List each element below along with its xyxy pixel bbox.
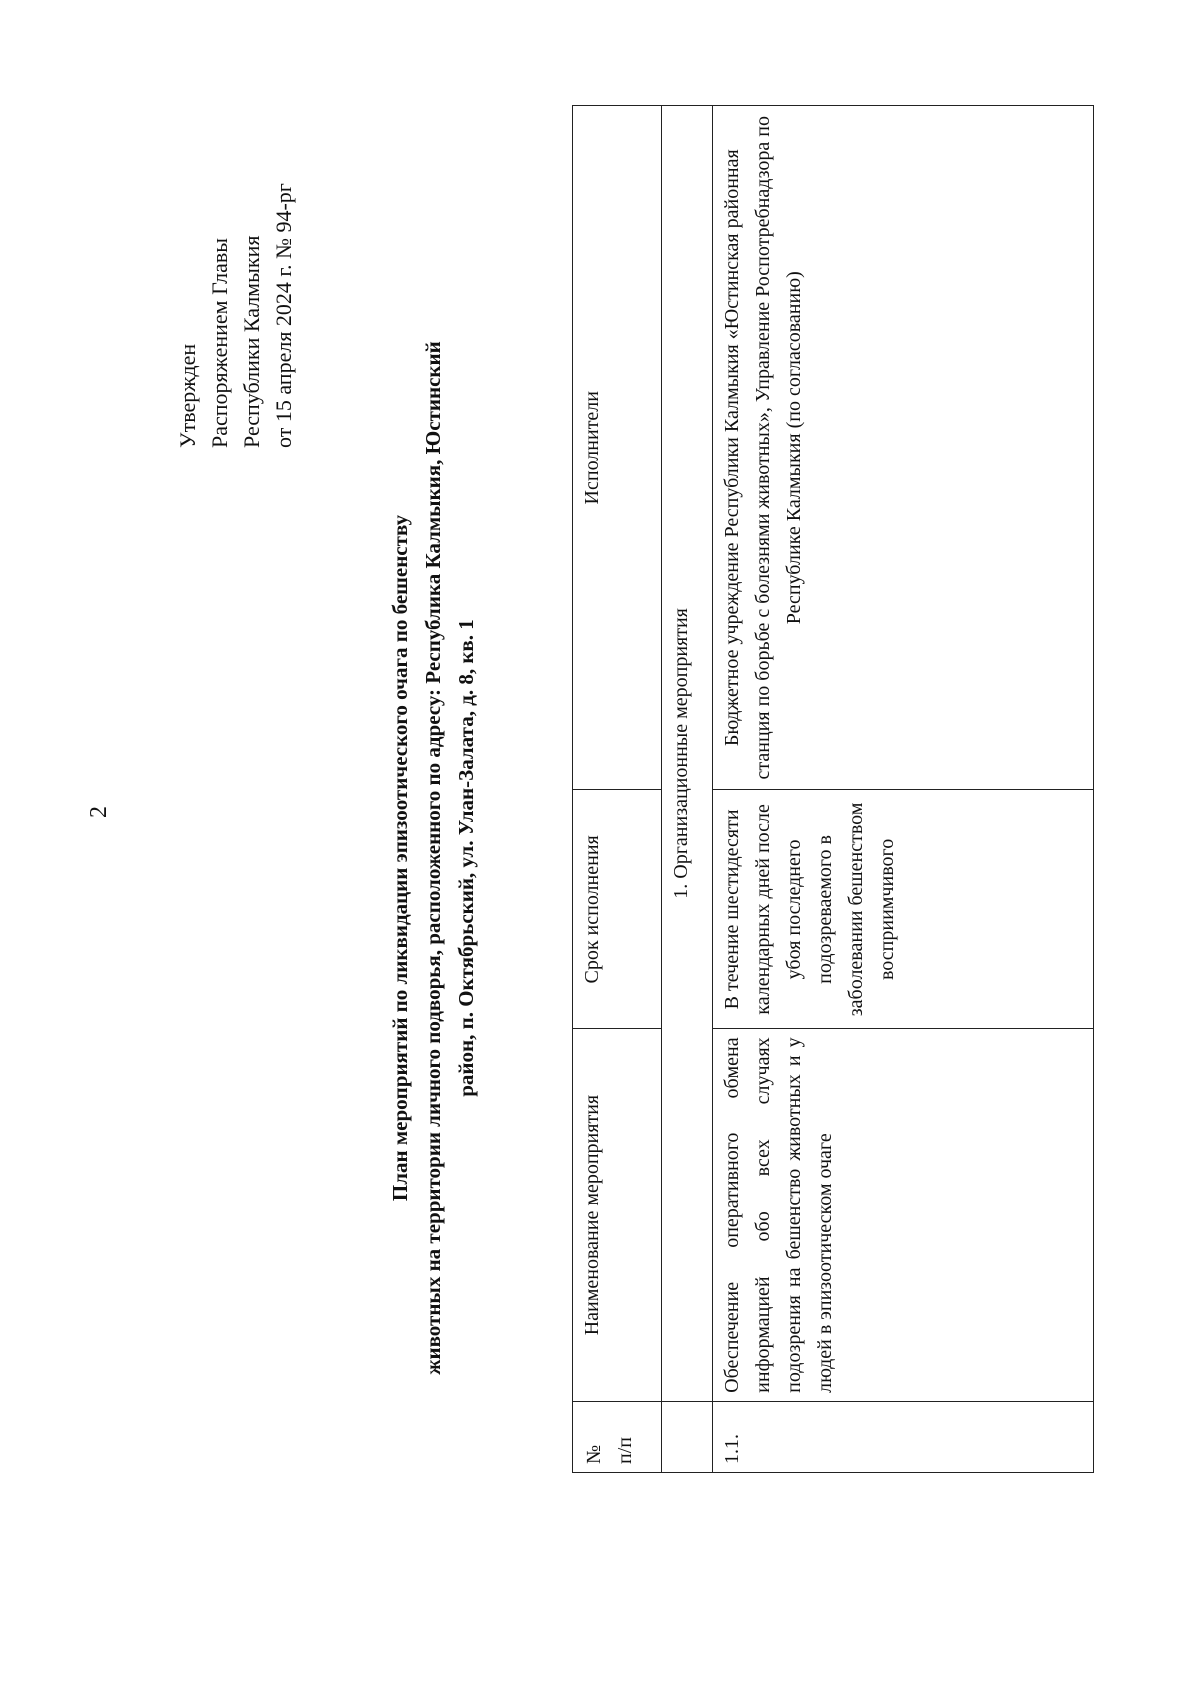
approval-line: от 15 апреля 2024 г. № 94-рг — [271, 183, 296, 448]
section-title: 1. Организационные мероприятия — [662, 106, 713, 1402]
table-header-row — [573, 106, 662, 1473]
page-number: 2 — [86, 806, 112, 818]
title-line: План мероприятий по ликвидации эпизоотического очага по бешенству — [388, 514, 412, 1202]
approval-line: Распоряжением Главы — [207, 237, 232, 448]
table-row — [713, 106, 1094, 1473]
approval-stamp-block — [172, 183, 300, 448]
header-name: Наименование мероприятия — [573, 1029, 662, 1401]
plan-table — [572, 105, 1094, 1473]
section-row — [662, 106, 713, 1473]
header-num — [573, 1401, 662, 1472]
section-num-cell — [662, 1401, 713, 1472]
header-executors: Исполнители — [573, 106, 662, 790]
title-line: животных на территории личного подворья, расположенного по адресу: Республика Калмыкия, Юстинский — [421, 341, 445, 1375]
document-title — [384, 238, 483, 1478]
header-num-symbol: № — [583, 1444, 605, 1464]
header-term: Срок исполнения — [573, 790, 662, 1029]
row-executors: Бюджетное учреждение Республики Калмыкия «Юстинская районная станция по борьбе с болезнями животных», Управление Роспотребнадзора по Республике Калмыкия (по согласованию) — [713, 106, 1094, 790]
header-num-label: п/п — [614, 1437, 636, 1464]
row-name: Обеспечение оперативного обмена информацией обо всех случаях подозрения на бешенство животных и у людей в эпизоотическом очаге — [713, 1029, 1094, 1401]
row-term: В течение шестидесяти календарных дней после убоя последнего подозреваемого в заболевании бешенством восприимчивого — [713, 790, 1094, 1029]
approval-line: Республики Калмыкия — [239, 235, 264, 448]
approval-line: Утвержден — [175, 343, 200, 448]
row-num: 1.1. — [713, 1401, 1094, 1472]
title-line: район, п. Октябрьский, ул. Улан-Залата, д. 8, кв. 1 — [454, 619, 478, 1097]
